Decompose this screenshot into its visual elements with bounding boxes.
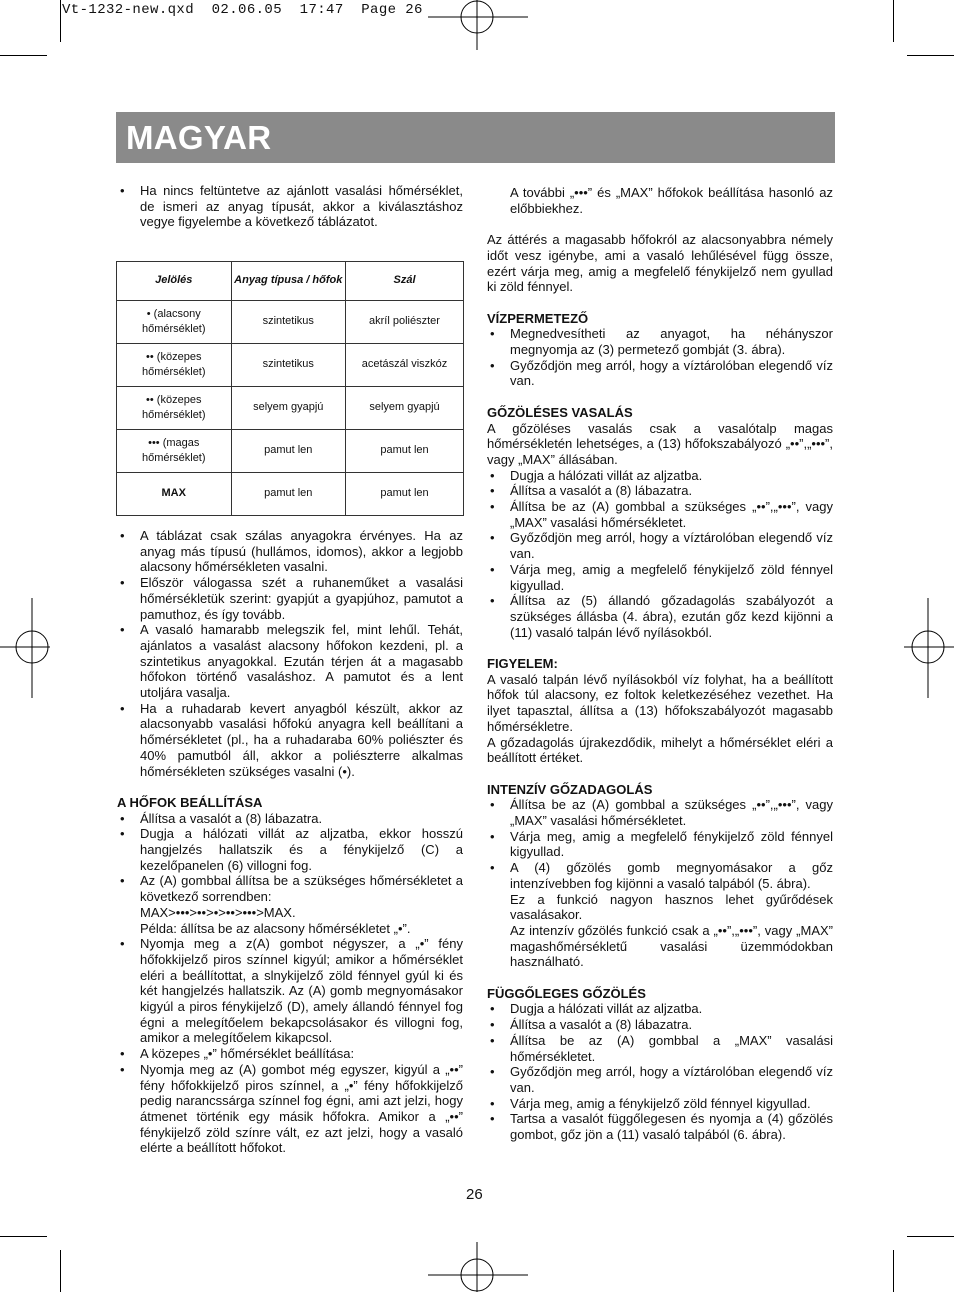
- list-item: • Állítsa a vasalót a (8) lábazatra.: [120, 810, 323, 826]
- paragraph: A vasaló talpán lévő nyílásokból víz folyhat, ha a beállított hőfok túl alacsony, ez foltok keletkezéséhez vezethet. Ha ilyet tapasztal, állítsa a (13) hőfokszabályozót magasabb hőmérsékletre.: [487, 671, 833, 734]
- table-header-row: [117, 262, 464, 301]
- section-heading: VÍZPERMETEZŐ: [487, 310, 589, 326]
- registration-mark-icon: [428, 1242, 528, 1292]
- intro-text: A további „•••” és „MAX” hőfokok beállítása hasonló az előbbiekhez.: [510, 185, 833, 216]
- table-cell: pamut len: [346, 430, 464, 473]
- right-column: [487, 185, 833, 1143]
- registration-mark-icon: [0, 598, 50, 698]
- list-item: • Először válogassa szét a ruhaneműket a vasalási hőmérsékletük szerint: gyapjút a gyapjúhoz, pamutot a pamuthoz, és így tovább.: [120, 575, 463, 622]
- section-heading: INTENZÍV GŐZADAGOLÁS: [487, 781, 653, 797]
- crop-mark: [907, 55, 954, 56]
- list-item: • Állítsa be az (A) gombbal a szükséges „••”,„•••”, vagy „MAX” vasalási hőmérsékletet.: [490, 499, 833, 530]
- registration-mark-icon: [428, 0, 528, 50]
- note-text: Az intenzív gőzölés funkció csak a „••”,„•••”, vagy „MAX” magashőmérsékletű vasalási üzemmódokban használható.: [510, 922, 833, 970]
- list-item: • Győződjön meg arról, hogy a víztárolóban elegendő víz van.: [490, 357, 833, 389]
- list-item: • Dugja a hálózati villát az aljzatba, ekkor hosszú hangjelzés hallatszik és a fénykijelző (C) a kezelőpanelen (6) villogni fog.: [120, 826, 463, 873]
- table-cell: pamut len: [231, 473, 346, 516]
- list-item: • Állítsa be az (A) gombbal a szükséges „••”,„•••”, vagy „MAX” vasalási hőmérsékletet.: [490, 797, 833, 829]
- list-item: • Várja meg, amig a megfelelő fénykijelző zöld fénnyel kigyullad.: [490, 561, 833, 593]
- list-item: • Állítsa a vasalót a (8) lábazatra.: [490, 483, 693, 499]
- table-cell: • (alacsony hőmérséklet): [117, 301, 232, 344]
- temperature-table: [116, 261, 464, 516]
- list-item: • Győződjön meg arról, hogy a víztárolóban elegendő víz van.: [490, 1064, 833, 1095]
- crop-mark: [893, 1250, 894, 1292]
- language-banner: [116, 112, 835, 163]
- list-item: • Ha a ruhadarab kevert anyagból készült, akkor az alacsonyabb vasalási hőfokú anyagra kell beállítani a hőmérsékletet (pl., ha a ruhadaraba 60% poliészter és 40% pamutból áll, akkor a poliészterre alkalmas hőmérsékleten szükséges vasalni (•).: [120, 700, 463, 779]
- table-cell: szintetikus: [231, 301, 346, 344]
- table-cell: akríl poliészter: [346, 301, 464, 344]
- list-item: • Várja meg, amig a fénykijelző zöld fénnyel kigyullad.: [490, 1095, 811, 1111]
- list-item: • A vasaló hamarabb melegszik fel, mint lehűl. Tehát, ajánlatos a vasalást alacsony hőfokon kezdeni, pl. a szintetikus anyagokkal. Ezután térjen át a magasabb hőfokon történő vasaláshoz. A pamutot és a lent utoljára vasalja.: [120, 622, 463, 701]
- list-item: • Nyomja meg az (A) gombot még egyszer, kigyúl a „••” fény hőfokkijelző piros színnel, a „•” fény hőfokkijelző pedig narancssárga színnel fog égni, ami azt jelzi, hogy átmenet történik egy másik hőfokra. Amikor a „••” fénykijelző zöld színre vált, ez azt jelzi, hogy a vasaló elérte a beállított hőfokot.: [120, 1061, 463, 1156]
- table-row: [117, 387, 464, 430]
- crop-mark: [0, 1236, 47, 1237]
- crop-mark: [893, 0, 894, 42]
- list-item: • A táblázat csak szálas anyagokra érvényes. Ha az anyag más típusú (hullámos, idomos), akkor a legjobb alacsony hőmérsékleten vasalni.: [120, 528, 463, 575]
- table-cell: MAX: [117, 473, 232, 516]
- table-cell: ••• (magas hőmérséklet): [117, 430, 232, 473]
- list-item: • Ha nincs feltüntetve az ajánlott vasalási hőmérséklet, de ismeri az anyag típusát, akkor a kiválasztáshoz vegye figyelembe a következő táblázatot.: [120, 183, 463, 230]
- registration-mark-icon: [904, 598, 954, 698]
- crop-mark: [60, 0, 61, 42]
- paragraph: Az áttérés a magasabb hőfokról az alacsonyabbra némely időt vesz igénybe, ami a vasaló lehűlésével függ össze, ezért várja meg, amig a megfelelő fénykijelző nem gyullad ki zöld fénnyel.: [487, 232, 833, 295]
- paragraph: A gőzadagolás újrakezdődik, mihelyt a hőmérséklet eléri a beállított értéket.: [487, 734, 833, 766]
- table-header-cell: Anyag típusa / hőfok: [231, 262, 346, 301]
- list-item: • Az (A) gombbal állítsa be a szükséges hőmérsékletet a következő sorrendben:: [120, 873, 463, 905]
- section-heading: GŐZÖLÉSES VASALÁS: [487, 404, 633, 420]
- crop-mark: [60, 1250, 61, 1292]
- list-item: • A (4) gőzölés gomb megnyomásakor a gőz intenzívebben fog kijönni a vasaló talpából (5. ábra).: [490, 860, 833, 891]
- list-item: • Dugja a hálózati villát az aljzatba.: [490, 1001, 703, 1017]
- list-item: • Várja meg, amig a megfelelő fénykijelző zöld fénnyel kigyullad.: [490, 828, 833, 860]
- table-cell: selyem gyapjú: [231, 387, 346, 430]
- intro-section: [117, 183, 463, 230]
- file-header: Vt-1232-new.qxd 02.06.05 17:47 Page 26: [62, 2, 423, 18]
- list-item: • Győződjön meg arról, hogy a víztárolóban elegendő víz van.: [490, 530, 833, 562]
- table-cell: •• (közepes hőmérséklet): [117, 387, 232, 430]
- page-number: 26: [466, 1186, 483, 1203]
- section-heading: FIGYELEM:: [487, 656, 558, 672]
- list-item: • A közepes „•” hőmérséklet beállítása:: [120, 1046, 355, 1062]
- table-cell: szintetikus: [231, 344, 346, 387]
- left-column: [117, 528, 463, 1156]
- table-row: [117, 430, 464, 473]
- list-item: • Állítsa a vasalót a (8) lábazatra.: [490, 1017, 693, 1033]
- crop-mark: [907, 1236, 954, 1237]
- note-text: Ez a funkció nagyon hasznos lehet gyűrődések vasalásakor.: [510, 891, 833, 923]
- table-cell: •• (közepes hőmérséklet): [117, 344, 232, 387]
- list-item: • Megnedvesítheti az anyagot, ha néhányszor megnyomja az (3) permetező gombját (3. ábra).: [490, 326, 833, 357]
- example-text: Példa: állítsa be az alacsony hőmérsékletet „•”.: [140, 920, 411, 936]
- section-heading: FÜGGŐLEGES GŐZÖLÉS: [487, 985, 646, 1001]
- table-header-cell: Szál: [346, 262, 464, 301]
- paragraph: A gőzöléses vasalás csak a vasalótalp magas hőmérsékletén lehetséges, a (13) hőfokszabályozó „••”,„•••”, vagy „MAX” állásában.: [487, 420, 833, 467]
- table-row: [117, 344, 464, 387]
- crop-mark: [0, 55, 47, 56]
- list-item: • Nyomja meg a z(A) gombot négyszer, a „•” fény hőfokkijelző piros színnel kigyúl; amikor a hőmérséklet eléri a beállítottat, a slnykijelző zöld fénnyel gyúl ki és két hangjelzés hallatszik. Az (A) gomb megnyomásakor kigyúl a piros fénykijelző (D), amely állandó fénnyel fog égni a melegítőelem bekapcsolásakor és villogni fog, amikor a melegítőelem kikapcsol.: [120, 936, 463, 1046]
- table-cell: pamut len: [231, 430, 346, 473]
- table-cell: pamut len: [346, 473, 464, 516]
- sequence-text: MAX>•••>••>•>••>•••>MAX.: [140, 904, 296, 920]
- list-item: • Állítsa be az (A) gombbal a „MAX” vasalási hőmérsékletet.: [490, 1032, 833, 1064]
- table-cell: selyem gyapjú: [346, 387, 464, 430]
- table-cell: acetászál viszkóz: [346, 344, 464, 387]
- table-header-cell: Jelölés: [117, 262, 232, 301]
- banner-title: MAGYAR: [126, 119, 272, 156]
- list-item: • Tartsa a vasalót függőlegesen és nyomja a (4) gőzölés gombot, gőz jön a (11) vasaló talpából (6. ábra).: [490, 1111, 833, 1143]
- table-row: [117, 473, 464, 516]
- list-item: • Állítsa az (5) állandó gőzadagolás szabályozót a szükséges állásba (4. ábra), ezután gőz kezd kijönni a (11) vasaló talpán lévő nyílásokból.: [490, 593, 833, 640]
- section-heading: A HŐFOK BEÁLLÍTÁSA: [117, 794, 263, 810]
- list-item: • Dugja a hálózati villát az aljzatba.: [490, 467, 703, 483]
- table-row: [117, 301, 464, 344]
